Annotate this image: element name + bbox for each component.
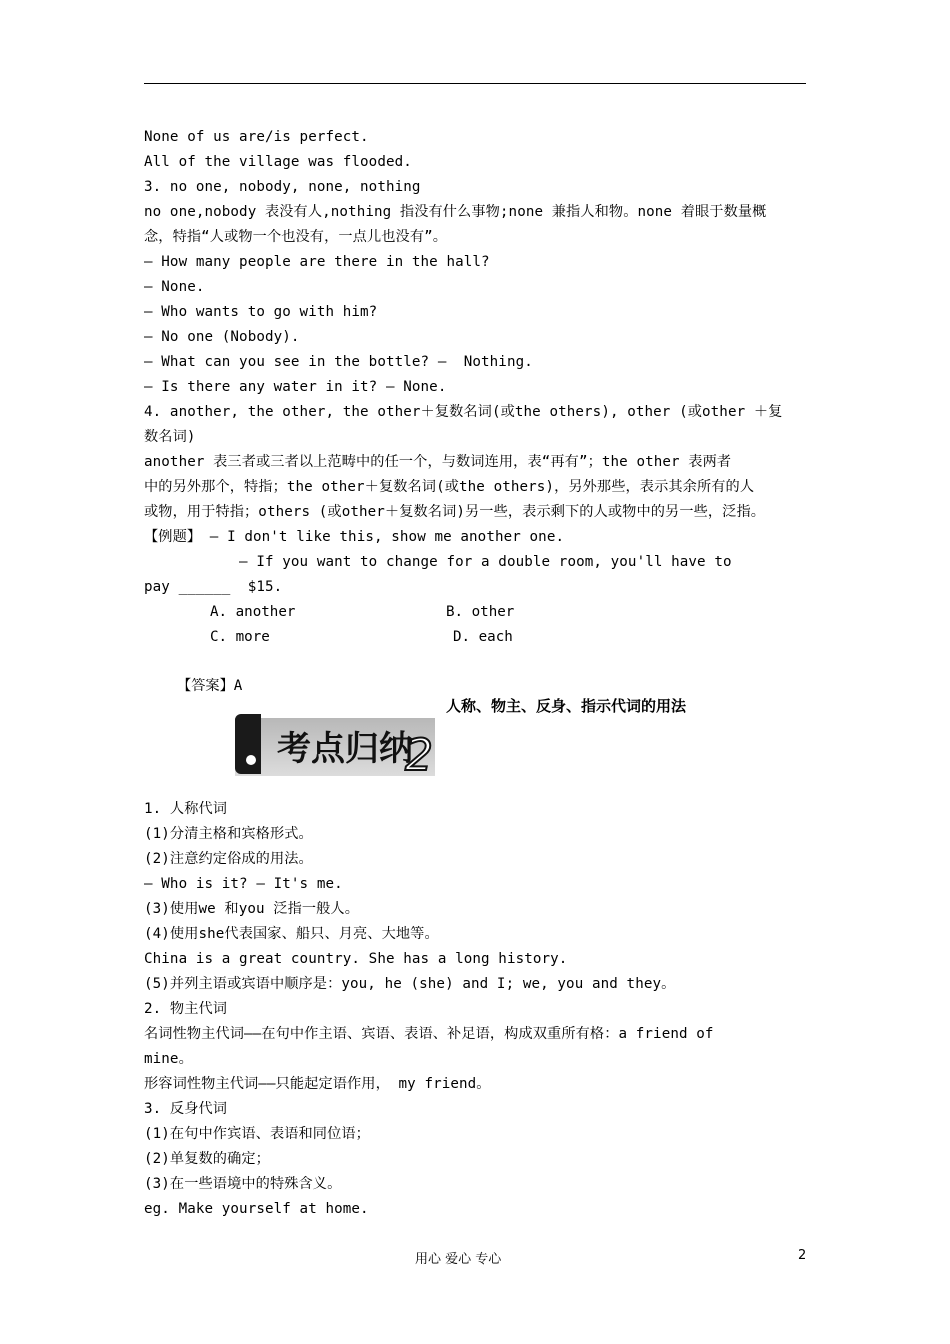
dialog-line: — No one (Nobody). — [144, 329, 300, 345]
dialog-line: — How many people are there in the hall? — [144, 254, 490, 270]
section-banner — [235, 712, 440, 778]
text-line: (1)分清主格和宾格形式。 — [144, 826, 313, 842]
dialog-line: — Who is it? — It's me. — [144, 876, 343, 892]
section-heading: 人称、物主、反身、指示代词的用法 — [446, 697, 687, 715]
text-line: mine。 — [144, 1051, 193, 1067]
text-line: 或物，用于特指；others (或other＋复数名词)另一些，表示剩下的人或物中的另一些，泛指。 — [144, 504, 766, 520]
example-line: — If you want to change for a double room, you'll have to — [144, 554, 732, 570]
svg-text:2: 2 — [405, 730, 433, 778]
option-d: D. each — [453, 629, 513, 645]
text-line: (2)单复数的确定； — [144, 1151, 270, 1167]
text-line: All of the village was flooded. — [144, 154, 412, 170]
footer-text: 用心 爱心 专心 — [415, 1252, 502, 1267]
text-line: 念，特指“人或物一个也没有，一点儿也没有”。 — [144, 229, 448, 245]
section-number: 4. another, the other, the other＋复数名词(或the others), other (或other ＋复 — [144, 404, 783, 420]
text-line: 形容词性物主代词——只能起定语作用， my friend。 — [144, 1076, 491, 1092]
section-number: 3. 反身代词 — [144, 1101, 228, 1117]
example-line: 【例题】 — I don't like this, show me another one. — [144, 529, 565, 545]
answer-line: 【答案】A — [177, 678, 243, 694]
text-line: another 表三者或三者以上范畴中的任一个，与数词连用，表“再有”；the other 表两者 — [144, 454, 732, 470]
dialog-line: — Who wants to go with him? — [144, 304, 378, 320]
text-line: 中的另外那个，特指；the other＋复数名词(或the others)，另外那些，表示其余所有的人 — [144, 479, 755, 495]
example-line: pay ______ $15. — [144, 579, 283, 595]
text-line: (1)在句中作宾语、表语和同位语； — [144, 1126, 370, 1142]
text-line: China is a great country. She has a long history. — [144, 951, 568, 967]
text-line: eg. Make yourself at home. — [144, 1201, 369, 1217]
section-number: 1. 人称代词 — [144, 801, 228, 817]
text-line: (3)在一些语境中的特殊含义。 — [144, 1176, 342, 1192]
section-number: 3. no one, nobody, none, nothing — [144, 179, 421, 195]
text-line: no one,nobody 表没有人,nothing 指没有什么事物;none 兼指人和物。none 着眼于数量概 — [144, 204, 767, 220]
option-a: A. another — [210, 604, 296, 620]
option-c: C. more — [210, 629, 270, 645]
dialog-line: — What can you see in the bottle? — Nothing. — [144, 354, 533, 370]
text-line: (4)使用she代表国家、船只、月亮、大地等。 — [144, 926, 439, 942]
text-line: (2)注意约定俗成的用法。 — [144, 851, 313, 867]
section-number: 2. 物主代词 — [144, 1001, 228, 1017]
svg-text:考点归纳: 考点归纳 — [277, 729, 413, 769]
text-line: None of us are/is perfect. — [144, 129, 369, 145]
page-number: 2 — [798, 1248, 807, 1263]
text-line: 名词性物主代词——在句中作主语、宾语、表语、补足语，构成双重所有格：a friend of — [144, 1026, 714, 1042]
text-line: (5)并列主语或宾语中顺序是：you, he (she) and I; we, you and they。 — [144, 976, 676, 992]
option-b: B. other — [446, 604, 515, 620]
header-rule — [144, 83, 806, 84]
dialog-line: — Is there any water in it? — None. — [144, 379, 447, 395]
text-line: 数名词) — [144, 429, 196, 445]
text-line: (3)使用we 和you 泛指一般人。 — [144, 901, 360, 917]
dialog-line: — None. — [144, 279, 205, 295]
